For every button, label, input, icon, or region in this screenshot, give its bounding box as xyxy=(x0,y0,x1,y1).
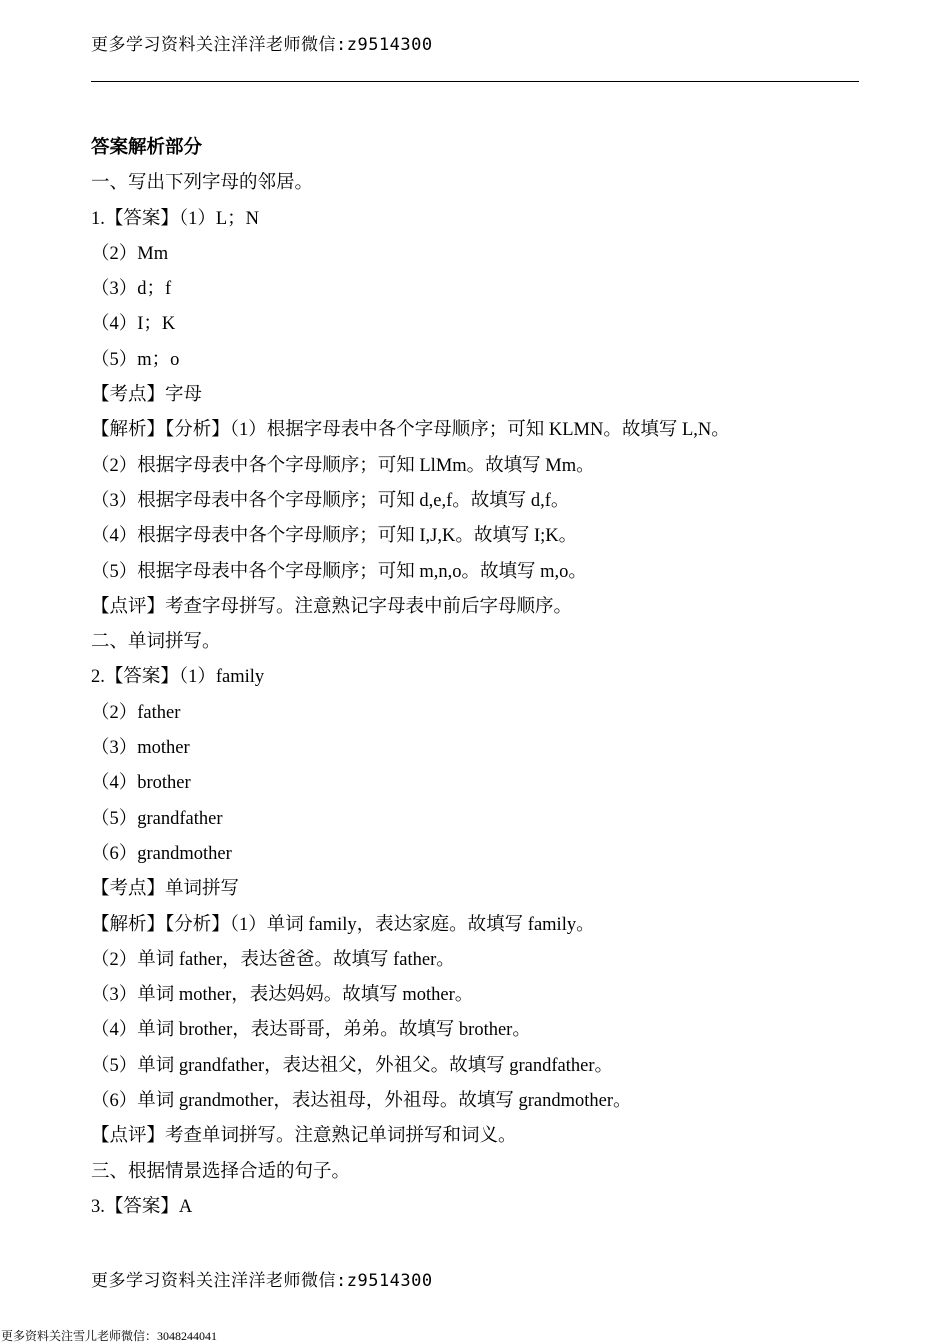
analysis-line: （2）单词 father，表达爸爸。故填写 father。 xyxy=(91,949,455,970)
analysis-line: （2）根据字母表中各个字母顺序；可知 LlMm。故填写 Mm。 xyxy=(91,455,595,476)
knowledge-point: 【考点】单词拼写 xyxy=(91,879,240,900)
analysis-line: （3）根据字母表中各个字母顺序；可知 d,e,f。故填写 d,f。 xyxy=(91,490,570,511)
section-heading-2: 二、单词拼写。 xyxy=(91,632,221,653)
section-heading-1: 一、写出下列字母的邻居。 xyxy=(91,173,314,194)
answer-line: 3.【答案】A xyxy=(91,1196,193,1217)
page-footer: 更多学习资料关注洋洋老师微信:z9514300 xyxy=(91,1271,433,1291)
comment-line: 【点评】考查字母拼写。注意熟记字母表中前后字母顺序。 xyxy=(91,596,573,617)
analysis-line: 【解析】【分析】（1）单词 family，表达家庭。故填写 family。 xyxy=(91,914,595,935)
answer-line: （4）I；K xyxy=(91,314,176,335)
analysis-line: （5）根据字母表中各个字母顺序；可知 m,n,o。故填写 m,o。 xyxy=(91,561,587,582)
analysis-line: （4）单词 brother，表达哥哥，弟弟。故填写 brother。 xyxy=(91,1020,531,1041)
section-heading-3: 三、根据情景选择合适的句子。 xyxy=(91,1161,351,1182)
analysis-line: （6）单词 grandmother，表达祖母，外祖母。故填写 grandmother。 xyxy=(91,1091,632,1112)
analysis-line: （5）单词 grandfather，表达祖父，外祖父。故填写 grandfather。 xyxy=(91,1055,614,1076)
answer-line: （3）d；f xyxy=(91,279,172,300)
comment-line: 【点评】考查单词拼写。注意熟记单词拼写和词义。 xyxy=(91,1126,517,1147)
analysis-line: （4）根据字母表中各个字母顺序；可知 I,J,K。故填写 I;K。 xyxy=(91,526,578,547)
watermark-text: 更多资料关注雪儿老师微信：3048244041 xyxy=(1,1329,218,1343)
page-header: 更多学习资料关注洋洋老师微信:z9514300 xyxy=(91,35,433,55)
answer-line: （2）Mm xyxy=(91,243,169,264)
answer-line: 2.【答案】（1）family xyxy=(91,667,265,688)
section-title: 答案解析部分 xyxy=(91,138,203,158)
answer-line: （6）grandmother xyxy=(91,843,232,864)
header-divider xyxy=(91,81,859,82)
analysis-line: （3）单词 mother，表达妈妈。故填写 mother。 xyxy=(91,985,474,1006)
answer-line: （3）mother xyxy=(91,738,190,759)
answer-line: （5）grandfather xyxy=(91,808,223,829)
answer-content xyxy=(91,131,871,1225)
analysis-line: 【解析】【分析】（1）根据字母表中各个字母顺序；可知 KLMN。故填写 L,N。 xyxy=(91,420,730,441)
answer-line: （2）father xyxy=(91,702,181,723)
knowledge-point: 【考点】字母 xyxy=(91,385,203,406)
answer-line: （4）brother xyxy=(91,773,191,794)
answer-line: 1.【答案】（1）L；N xyxy=(91,208,260,229)
answer-line: （5）m；o xyxy=(91,349,180,370)
